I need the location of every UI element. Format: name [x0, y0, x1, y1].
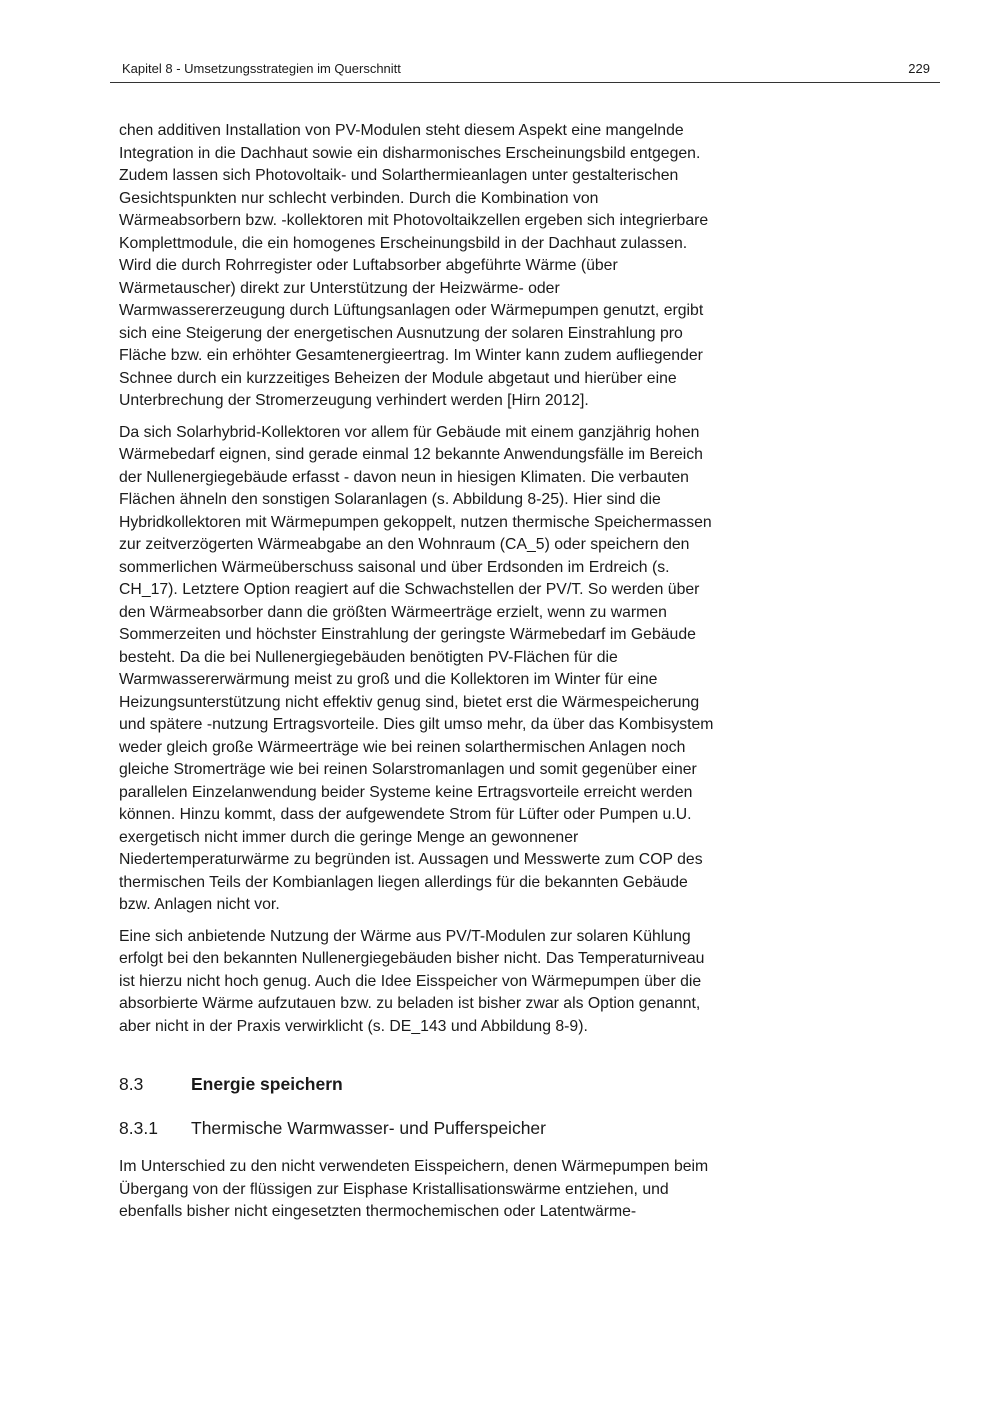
section-number: 8.3: [119, 1074, 144, 1094]
chapter-title: Kapitel 8 - Umsetzungsstrategien im Querschnitt: [122, 61, 401, 76]
paragraph-2: Da sich Solarhybrid-Kollektoren vor allem für Gebäude mit einem ganzjährig hohen Wärmebedarf eignen, sind gerade einmal 12 bekannte Anwendungsfälle im Bereich der Nullenergiegebäude erfasst - davon neun in hiesigen Klimaten. Die verbauten Flächen ähneln den sonstigen Solaranlagen (s. Abbildung 8-25). Hier sind die Hybridkollektoren mit Wärmepumpen gekoppelt, nutzen thermische Speichermassen zur zeitverzögerten Wärmeabgabe an den Wohnraum (CA_5) oder speichern den sommerlichen Wärmeüberschuss saisonal und über Erdsonden im Erdreich (s. CH_17). Letztere Option reagiert auf die Schwachstellen der PV/T. So werden über den Wärmeabsorber dann die größten Wärmeerträge erzielt, wenn zu warmen Sommerzeiten und höchster Einstrahlung der geringste Wärmebedarf im Gebäude besteht. Da die bei Nullenergiegebäuden benötigten PV-Flächen für die Warmwassererwärmung meist zu groß und die Kollektoren im Winter für eine Heizungsunterstützung nicht effektiv genug sind, bietet erst die Wärmespeicherung und spätere -nutzung Ertragsvorteile. Dies gilt umso mehr, da über das Kombisystem weder gleich große Wärmeerträge wie bei reinen solarthermischen Anlagen noch gleiche Stromerträge wie bei reinen Solarstromanlagen und somit gegenüber einer parallelen Einzelanwendung beider Systeme keine Ertragsvorteile erreicht werden können. Hinzu kommt, dass der aufgewendete Strom für Lüfter oder Pumpen u.U. exergetisch nicht immer durch die geringe Menge an gewonnener Niedertemperaturwärme zu begründen ist. Aussagen und Messwerte zum COP des thermischen Teils der Kombianlagen liegen allerdings für die bekannten Gebäude bzw. Anlagen nicht vor.: [119, 423, 714, 913]
section-heading: [119, 1072, 717, 1096]
subsection-title: Thermische Warmwasser- und Pufferspeicher: [191, 1118, 546, 1138]
body-text: [119, 120, 717, 1224]
section-title: Energie speichern: [191, 1074, 343, 1094]
page-number: 229: [908, 61, 930, 76]
subsection-heading: [119, 1116, 717, 1140]
subsection-number: 8.3.1: [119, 1118, 158, 1138]
paragraph-3: Eine sich anbietende Nutzung der Wärme aus PV/T-Modulen zur solaren Kühlung erfolgt bei den bekannten Nullenergiegebäuden bisher nicht. Das Temperaturniveau ist hierzu nicht hoch genug. Auch die Idee Eisspeicher von Wärmepumpen über die absorbierte Wärme aufzutauen bzw. zu beladen ist bisher zwar als Option genannt, aber nicht in der Praxis verwirklicht (s. DE_143 und Abbildung 8-9).: [119, 927, 705, 1035]
paragraph-4: Im Unterschied zu den nicht verwendeten Eisspeichern, denen Wärmepumpen beim Übergang von der flüssigen zur Eisphase Kristallisationswärme entziehen, und ebenfalls bisher nicht eingesetzten thermochemischen oder Latentwärme-: [119, 1158, 709, 1220]
running-header: [110, 58, 940, 83]
paragraph-1: chen additiven Installation von PV-Modulen steht diesem Aspekt eine mangelnde Integration in die Dachhaut sowie ein disharmonisches Erscheinungsbild entgegen. Zudem lassen sich Photovoltaik- und Solarthermieanlagen unter gestalterischen Gesichtspunkten nur schlecht verbinden. Durch die Kombination von Wärmeabsorbern bzw. -kollektoren mit Photovoltaikzellen ergeben sich integrierbare Komplettmodule, die ein homogenes Erscheinungsbild in der Dachhaut zulassen. Wird die durch Rohrregister oder Luftabsorber abgeführte Wärme (über Wärmetauscher) direkt zur Unterstützung der Heizwärme- oder Warmwassererzeugung durch Lüftungsanlagen oder Wärmepumpen genutzt, ergibt sich eine Steigerung der energetischen Ausnutzung der solaren Einstrahlung pro Fläche bzw. ein erhöhter Gesamtenergieertrag. Im Winter kann zudem aufliegender Schnee durch ein kurzzeitiges Beheizen der Module abgetaut und hierüber eine Unterbrechung der Stromerzeugung verhindert werden [Hirn 2012].: [119, 122, 709, 409]
